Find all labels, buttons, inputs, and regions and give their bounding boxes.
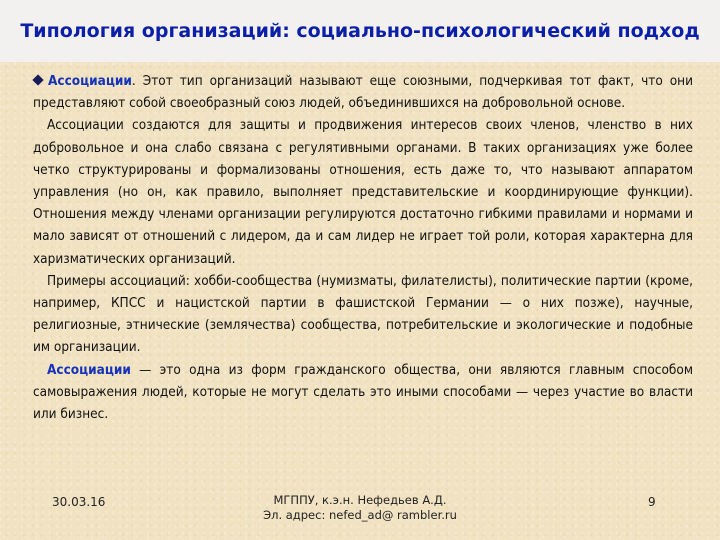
paragraph-2: Ассоциации создаются для защиты и продвижения интересов своих членов, членство в них добровольное и она слабо связана с регулятивными органами. В таких организациях уже более четко структурированы и формализованы отношения, есть даже то, что называют аппаратом управления (но он, как правило, выполняет представительские и координирующие функции). Отношения между членами организации регулируются достаточно гибкими правилами и нормами и мало зависят от отношений с лидером, да и сам лидер не играет той роли, которая характерна для харизматических организаций. <box>33 117 693 267</box>
paragraph-4-text: — это одна из форм гражданского общества, они являются главным способом самовыражения людей, которые не могут сделать это иными способами — через участие во власти или бизнес. <box>33 361 693 423</box>
paragraph-1 <box>33 70 693 114</box>
footer-author: МГППУ, к.э.н. Нефедьев А.Д. <box>273 493 447 507</box>
slide-title: Типология организаций: социально-психологический подход <box>20 20 700 42</box>
title-bar <box>0 0 720 62</box>
footer-email: Эл. адрес: nefed_ad@ rambler.ru <box>263 508 457 522</box>
paragraph-1-text: . Этот тип организаций называют еще союзными, подчеркивая тот факт, что они представляют собой своеобразный союз людей, объединившихся на добровольной основе. <box>33 73 693 112</box>
slide-body <box>33 70 693 425</box>
term-associations: Ассоциации <box>48 73 132 89</box>
term-associations-2: Ассоциации <box>47 361 131 378</box>
paragraph-4 <box>33 359 693 426</box>
footer-author-block <box>220 493 500 523</box>
footer-date: 30.03.16 <box>52 495 106 509</box>
diamond-bullet-icon <box>33 75 44 86</box>
page-number: 9 <box>648 495 656 509</box>
paragraph-3: Примеры ассоциаций: хобби-сообщества (нумизматы, филателисты), политические партии (кроме, например, КПСС и нацистской партии в фашистской Германии — о них позже), научные, религиозные, этнические (землячества) сообщества, потребительские и экологические и подобные им организации. <box>33 272 693 356</box>
